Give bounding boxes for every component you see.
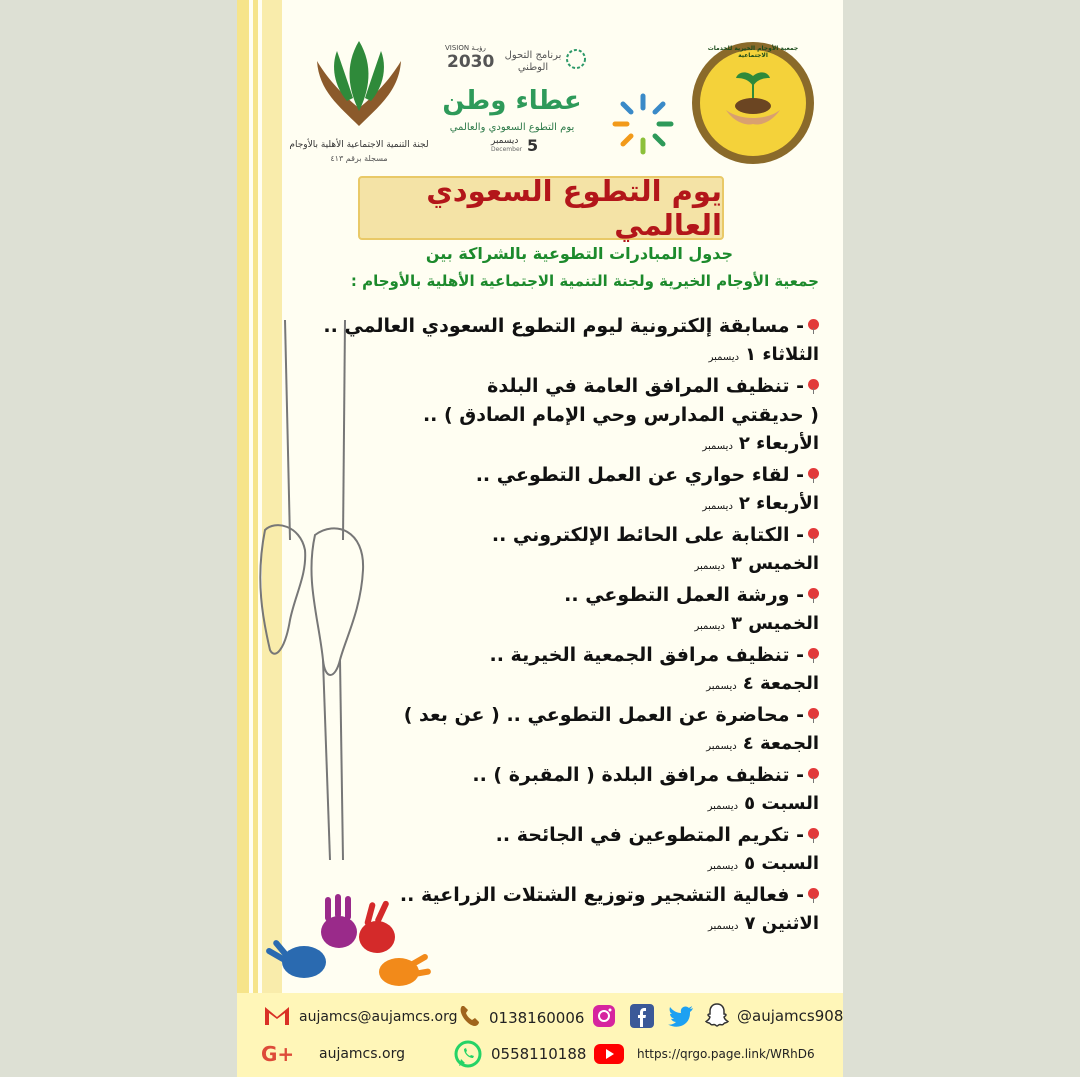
schedule-item-text [299,701,819,730]
schedule-item-date [299,610,819,641]
schedule-item [299,521,819,581]
google-plus-icon[interactable] [259,1041,305,1067]
committee-reg: مسجلة برقم ٤١٣ [330,154,388,163]
subtitle-line-1: جدول المبادرات التطوعية بالشراكة بين [425,244,733,263]
schedule-day: الجمعة ٤ [742,673,819,694]
schedule-item-label: - مسابقة إلكترونية ليوم التطوع السعودي العالمي .. [323,315,804,337]
event-logo [437,40,597,160]
pin-icon [808,828,819,842]
footer-youtube-link[interactable]: https://qrgo.page.link/WRhD6 [637,1047,815,1061]
schedule-day: الأربعاء ٢ [738,493,819,514]
poster [237,0,843,1077]
page-title: يوم التطوع السعودي العالمي [426,174,722,242]
schedule-item [299,761,819,821]
plant-hands-icon [718,66,788,140]
schedule-item [299,881,819,941]
subtitle-line-2: جمعية الأوجام الخيرية ولجنة التنمية الاجتماعية الأهلية بالأوجام : [350,272,819,290]
footer-social-handle[interactable]: @aujamcs908 [737,1007,843,1025]
pin-icon [808,468,819,482]
charity-logo [692,42,814,164]
schedule-item [299,461,819,521]
schedule-item [299,372,819,461]
schedule-item-text [299,761,819,790]
schedule-item-date [299,550,819,581]
facebook-icon[interactable] [629,1003,655,1029]
event-date-month-en: December [491,146,523,153]
schedule-item [299,701,819,761]
pin-icon [808,319,819,333]
tree-hands-icon [289,36,429,136]
vision-2030: 2030 [447,52,495,72]
schedule-item-label: - فعالية التشجير وتوزيع الشتلات الزراعية .. [399,884,804,906]
event-subtitle: يوم التطوع السعودي والعالمي [449,122,575,133]
twitter-icon[interactable] [667,1003,695,1029]
schedule-item-label: ( حديقتي المدارس وحي الإمام الصادق ) .. [422,404,819,426]
schedule-item [299,641,819,701]
schedule-item-date [299,430,819,461]
schedule-item [299,581,819,641]
sunburst-icon [609,90,677,158]
schedule-item-date [299,490,819,521]
schedule-item-text [299,401,819,430]
charity-name: جمعية الأوجام الخيرية للخدمات الاجتماعية [707,45,799,59]
committee-logo [289,36,429,166]
whatsapp-icon[interactable] [453,1039,483,1069]
schedule-item-date [299,730,819,761]
schedule-item-date [299,910,819,941]
snapchat-icon[interactable] [703,1001,731,1029]
pin-icon [808,768,819,782]
schedule-day: الأربعاء ٢ [738,433,819,454]
event-title: عطاء وطن [442,86,582,116]
pin-icon [808,379,819,393]
footer-email[interactable]: aujamcs@aujamcs.org [299,1009,458,1025]
schedule-item-text [299,821,819,850]
pin-icon [808,888,819,902]
schedule-item-text [299,372,819,401]
pin-icon [808,528,819,542]
schedule-day: الخميس ٣ [730,613,819,634]
instagram-icon[interactable] [591,1003,617,1029]
footer-website[interactable]: aujamcs.org [319,1046,405,1062]
schedule-item-label: - تنظيف مرافق البلدة ( المقبرة ) .. [472,764,804,786]
schedule-month: ديسمبر [706,741,737,752]
schedule-item-label: - تكريم المتطوعين في الجائحة .. [495,824,804,846]
schedule-item [299,312,819,372]
schedule-day: الجمعة ٤ [742,733,819,754]
schedule-item-text [299,881,819,910]
footer-whatsapp[interactable]: 0558110188 [491,1045,587,1063]
gmail-icon[interactable] [263,1005,291,1027]
schedule-item-label: - تنظيف المرافق العامة في البلدة [487,375,804,397]
schedule-item [299,821,819,881]
title-box [358,176,724,240]
schedule-item-date [299,341,819,372]
national-program-icon [565,48,587,70]
svg-text:G+: G+ [261,1042,295,1066]
schedule-list [299,312,819,941]
schedule-day: الاثنين ٧ [744,913,819,934]
schedule-month: ديسمبر [707,861,739,872]
schedule-day: السبت ٥ [744,793,819,814]
program-name: برنامج التحول الوطني [504,50,562,73]
schedule-item-label: - لقاء حواري عن العمل التطوعي .. [475,464,804,486]
footer [237,993,843,1077]
schedule-item-label: - تنظيف مرافق الجمعية الخيرية .. [489,644,804,666]
committee-name: لجنة التنمية الاجتماعية الأهلية بالأوجام [289,140,429,150]
schedule-month: ديسمبر [702,441,733,452]
schedule-item-text [299,581,819,610]
schedule-item-label: - محاضرة عن العمل التطوعي .. ( عن بعد ) [403,704,804,726]
schedule-month: ديسمبر [708,352,740,363]
event-date-month: ديسمبر [491,136,519,146]
schedule-item-date [299,850,819,881]
youtube-icon[interactable] [593,1043,625,1065]
schedule-day: السبت ٥ [744,853,819,874]
pin-icon [808,708,819,722]
schedule-day: الثلاثاء ١ [745,344,819,365]
footer-phone[interactable]: 0138160006 [489,1009,585,1027]
schedule-item-text [299,312,819,341]
schedule-month: ديسمبر [694,621,725,632]
pin-icon [808,588,819,602]
schedule-item-label: - الكتابة على الحائط الإلكتروني .. [491,524,804,546]
pin-icon [808,648,819,662]
schedule-month: ديسمبر [694,561,725,572]
schedule-month: ديسمبر [706,681,737,692]
schedule-month: ديسمبر [702,501,733,512]
schedule-item-date [299,670,819,701]
event-date-day: 5 [527,136,539,155]
schedule-month: ديسمبر [707,801,739,812]
phone-icon [457,1003,483,1029]
schedule-item-text [299,461,819,490]
vision-label: VISION رؤيـة [445,44,486,52]
schedule-item-label: - ورشة العمل التطوعي .. [564,584,804,606]
schedule-item-text [299,641,819,670]
schedule-item-text [299,521,819,550]
schedule-day: الخميس ٣ [730,553,819,574]
schedule-item-date [299,790,819,821]
schedule-month: ديسمبر [708,921,739,932]
